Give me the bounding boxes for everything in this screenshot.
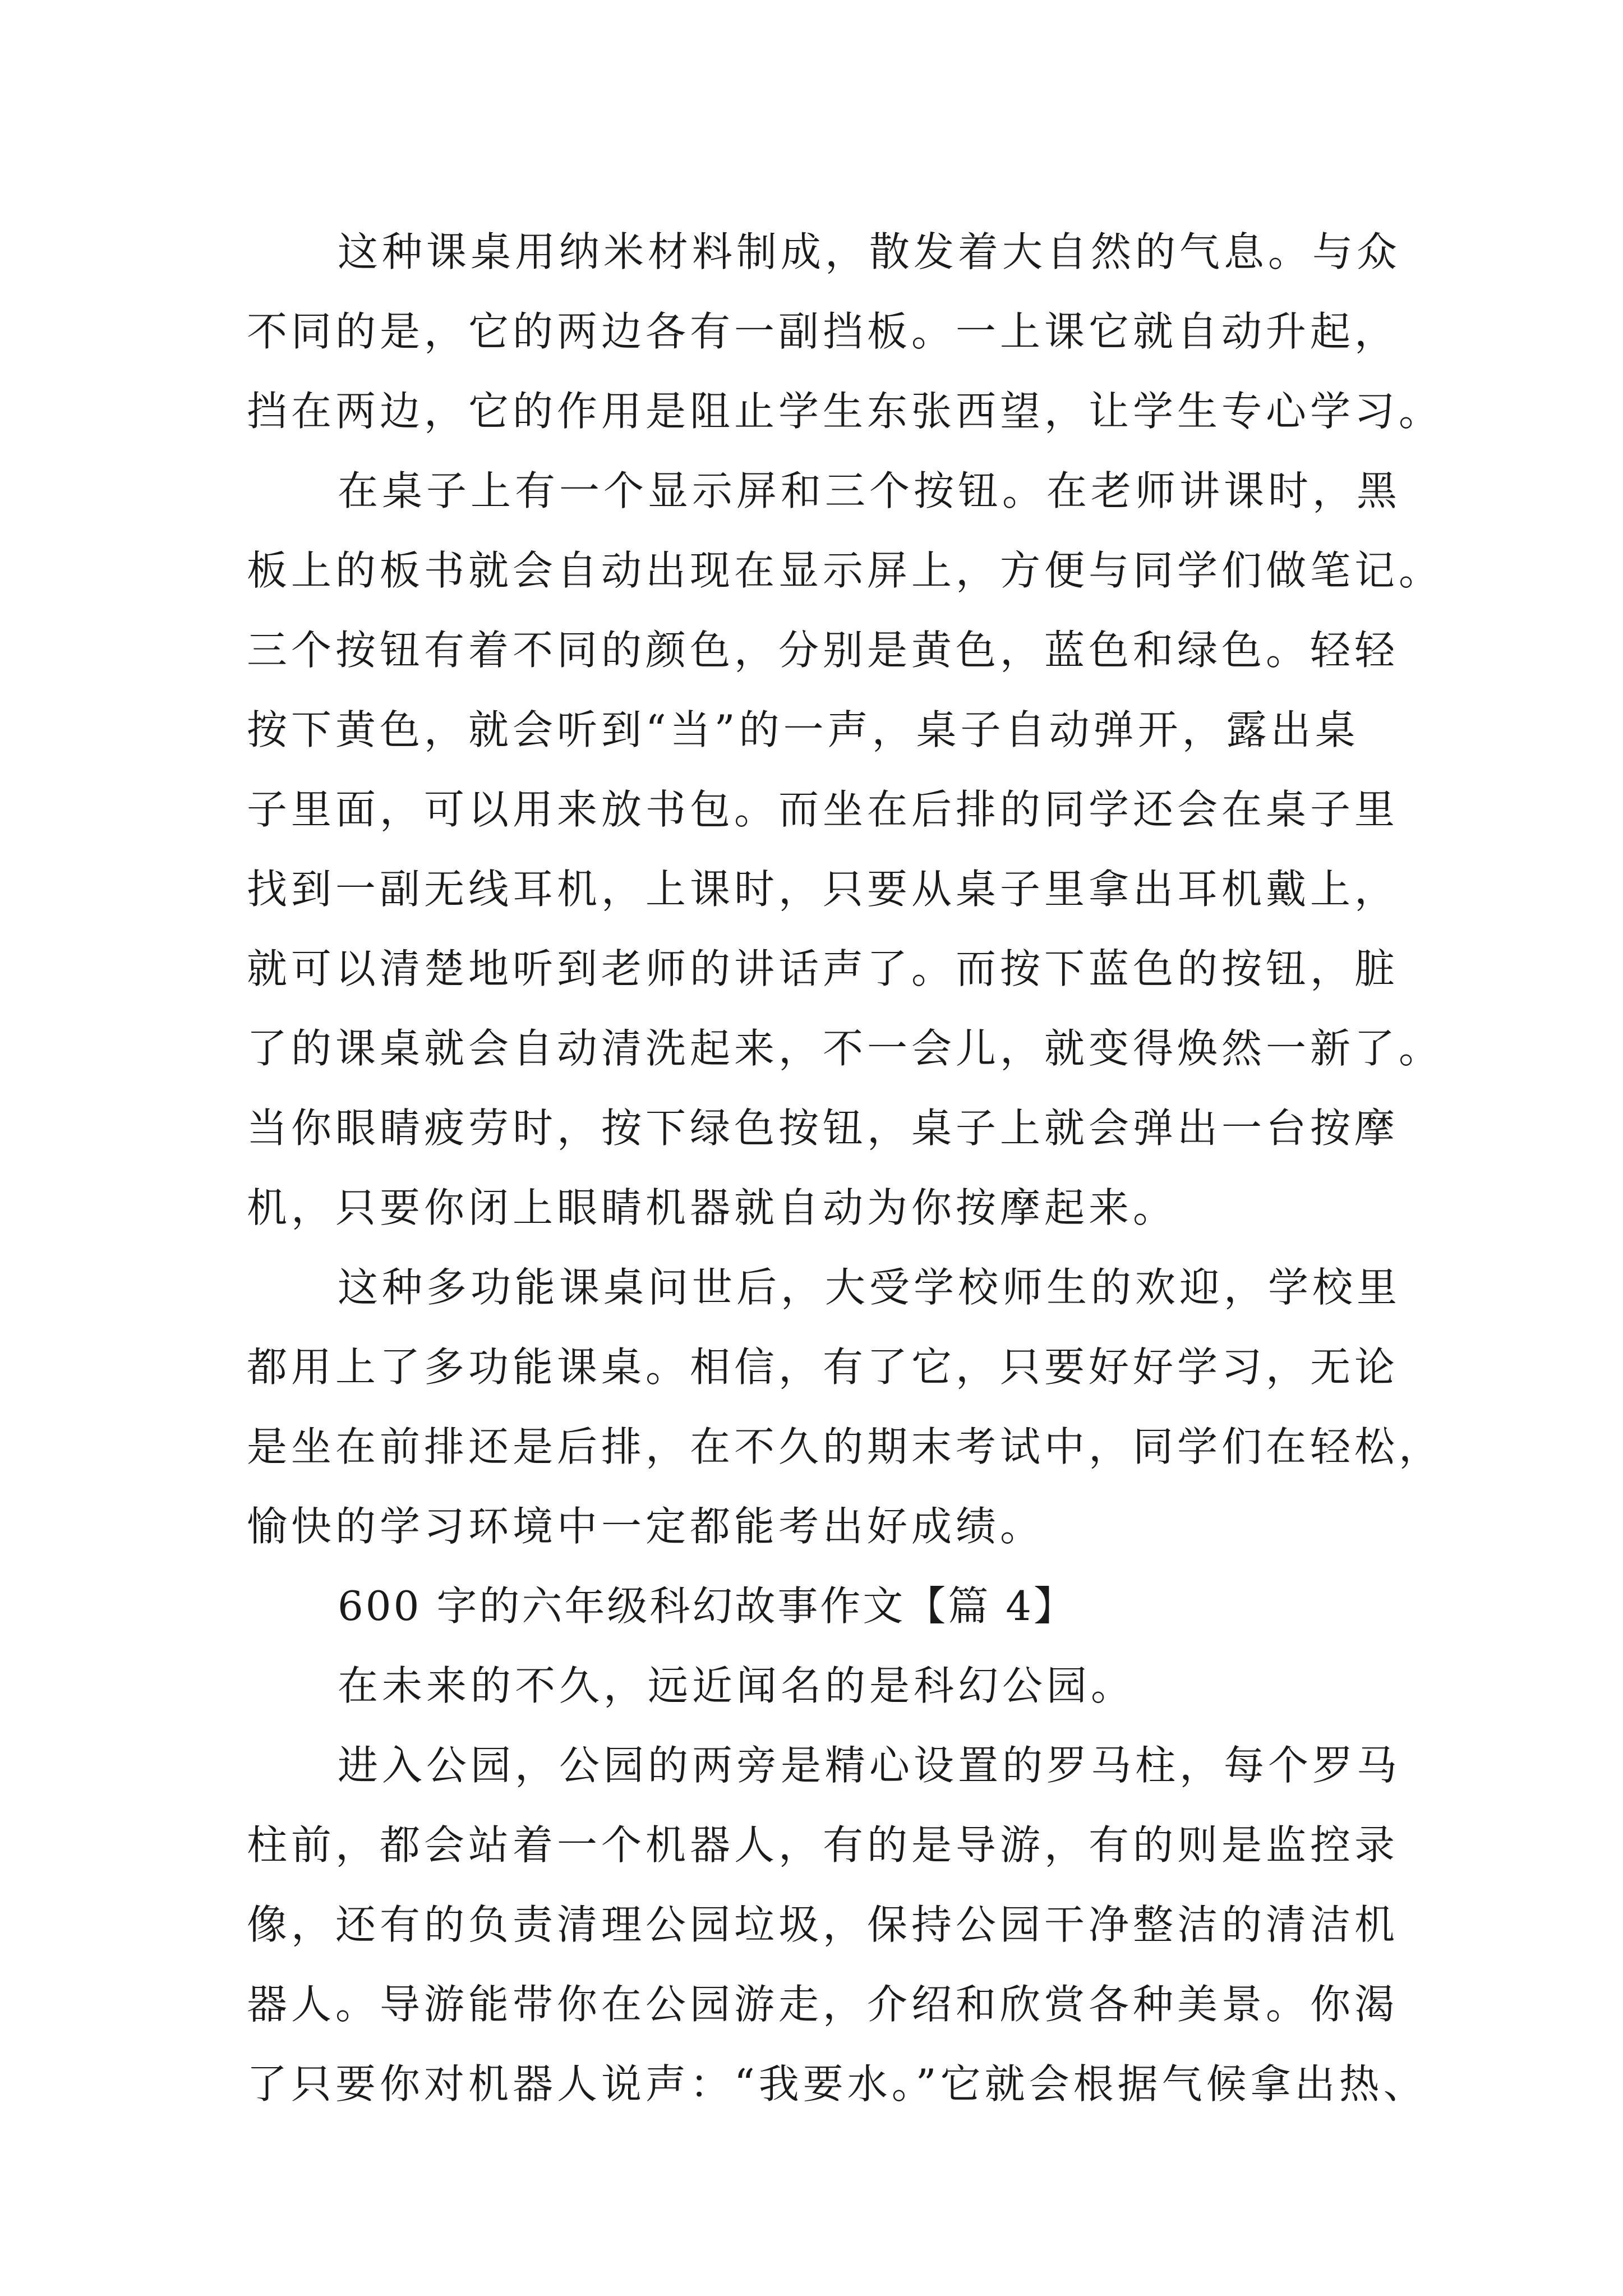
text-line: 了的课桌就会自动清洗起来，不一会儿，就变得焕然一新了。 — [247, 1025, 1444, 1072]
text-line: 愉快的学习环境中一定都能考出好成绩。 — [247, 1503, 1045, 1550]
text-line: 都用上了多功能课桌。相信，有了它，只要好好学习，无论 — [247, 1343, 1399, 1391]
text-line: 像，还有的负责清理公园垃圾，保持公园干净整洁的清洁机 — [247, 1901, 1399, 1948]
text-line: 这种课桌用纳米材料制成，散发着大自然的气息。与众 — [338, 228, 1401, 275]
text-line: 机，只要你闭上眼睛机器就自动为你按摩起来。 — [247, 1184, 1178, 1231]
text-line: 板上的板书就会自动出现在显示屏上，方便与同学们做笔记。 — [247, 547, 1444, 594]
text-line: 这种多功能课桌问世后，大受学校师生的欢迎，学校里 — [338, 1264, 1401, 1311]
text-line: 器人。导游能带你在公园游走，介绍和欣赏各种美景。你渴 — [247, 1981, 1399, 2028]
text-line: 在未来的不久，远近闻名的是科幻公园。 — [338, 1662, 1136, 1709]
text-line: 是坐在前排还是后排，在不久的期末考试中，同学们在轻松， — [247, 1423, 1444, 1470]
text-line: 按下黄色，就会听到“当”的一声，桌子自动弹开，露出桌 — [247, 706, 1359, 753]
text-line: 子里面，可以用来放书包。而坐在后排的同学还会在桌子里 — [247, 786, 1399, 833]
document-body — [247, 212, 1444, 2124]
text-line: 三个按钮有着不同的颜色，分别是黄色，蓝色和绿色。轻轻 — [247, 627, 1399, 674]
text-line: 了只要你对机器人说声：“我要水。”它就会根据气候拿出热、 — [247, 2060, 1428, 2108]
text-line: 进入公园，公园的两旁是精心设置的罗马柱，每个罗马 — [338, 1742, 1401, 1789]
section-heading: 600 字的六年级科幻故事作文【篇 4】 — [338, 1582, 1077, 1630]
text-line: 挡在两边，它的作用是阻止学生东张西望，让学生专心学习。 — [247, 388, 1444, 435]
text-line: 就可以清楚地听到老师的讲话声了。而按下蓝色的按钮，脏 — [247, 945, 1399, 992]
text-line: 柱前，都会站着一个机器人，有的是导游，有的则是监控录 — [247, 1821, 1399, 1869]
text-line: 找到一副无线耳机，上课时，只要从桌子里拿出耳机戴上， — [247, 866, 1399, 913]
text-line: 当你眼睛疲劳时，按下绿色按钮，桌子上就会弹出一台按摩 — [247, 1105, 1399, 1152]
text-line: 不同的是，它的两边各有一副挡板。一上课它就自动升起， — [247, 308, 1399, 355]
text-line: 在桌子上有一个显示屏和三个按钮。在老师讲课时，黑 — [338, 467, 1401, 514]
